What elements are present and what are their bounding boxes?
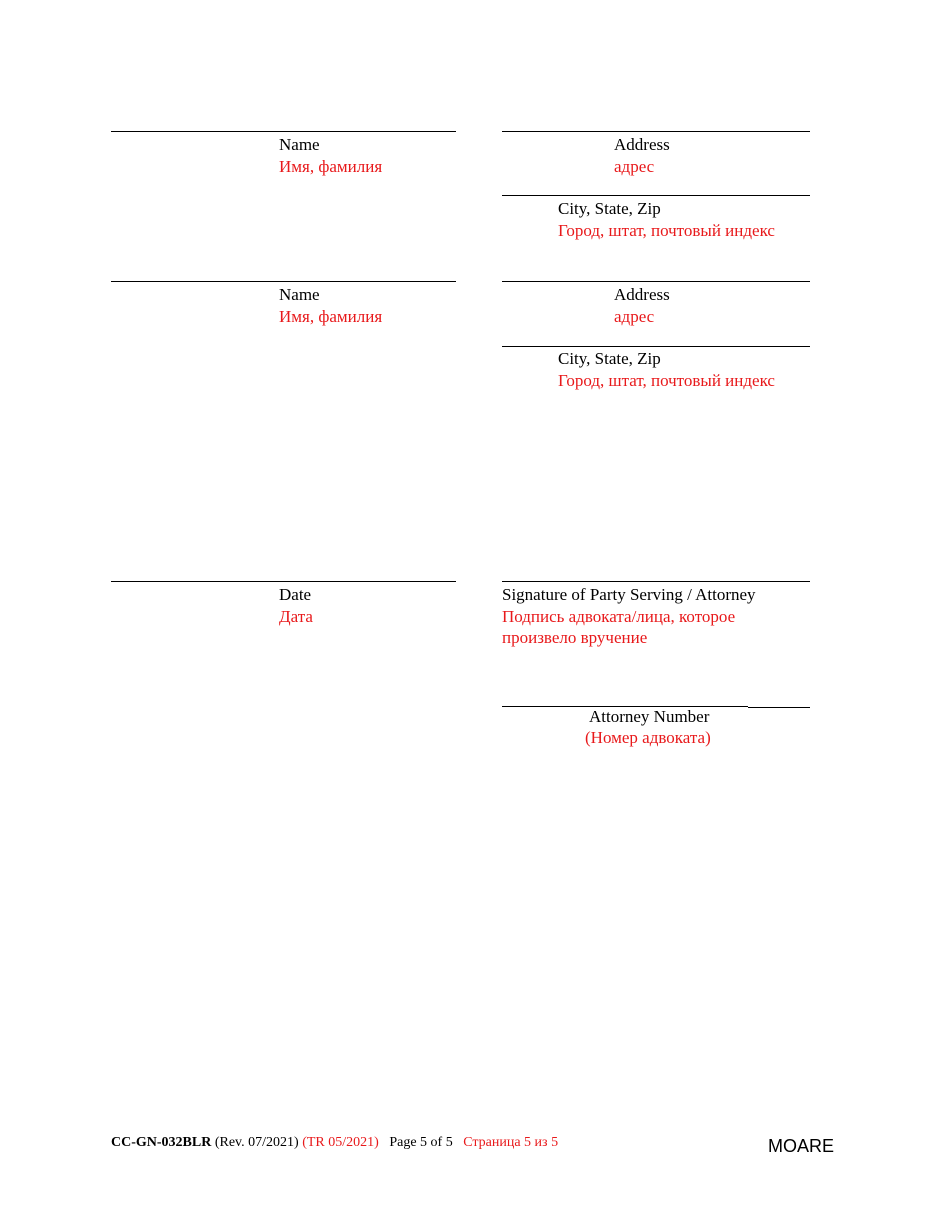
party1-city-line[interactable] [502, 195, 810, 196]
party1-name-label: Name [279, 135, 320, 154]
party1-name-label-ru: Имя, фамилия [279, 157, 383, 176]
signature-label: Signature of Party Serving / Attorney [502, 585, 756, 604]
party1-address-line[interactable] [502, 131, 810, 132]
date-label-ru: Дата [279, 607, 313, 626]
party2-address-line[interactable] [502, 281, 810, 282]
party2-name-label: Name [279, 285, 320, 304]
party1-address-label-ru: адрес [614, 157, 655, 176]
date-label: Date [279, 585, 312, 604]
party2-city-label: City, State, Zip [558, 349, 661, 368]
party1-address-label: Address [614, 135, 670, 154]
moare-mark: MOARE [768, 1136, 835, 1156]
party2-address-label-ru: адрес [614, 307, 655, 326]
party1-city-label-ru: Город, штат, почтовый индекс [558, 221, 775, 240]
page-footer [111, 1134, 558, 1152]
party1-name-line[interactable] [111, 131, 456, 132]
form-revision: (Rev. 07/2021) [214, 1135, 299, 1150]
page-number-ru: Страница 5 из 5 [463, 1135, 559, 1150]
attorney-number-label: Attorney Number [589, 707, 710, 726]
party1-city-label: City, State, Zip [558, 199, 661, 218]
party2-city-line[interactable] [502, 346, 810, 347]
party2-name-line[interactable] [111, 281, 456, 282]
attorney-number-line-extension [748, 707, 810, 708]
signature-line[interactable] [502, 581, 810, 582]
party2-name-label-ru: Имя, фамилия [279, 307, 383, 326]
page-number: Page 5 of 5 [389, 1135, 453, 1150]
translation-revision: (TR 05/2021) [302, 1135, 379, 1150]
date-line[interactable] [111, 581, 456, 582]
party2-address-label: Address [614, 285, 670, 304]
party2-city-label-ru: Город, штат, почтовый индекс [558, 371, 775, 390]
form-code: CC-GN-032BLR [111, 1135, 212, 1150]
attorney-number-label-ru: (Номер адвоката) [585, 728, 711, 747]
signature-label-ru: Подпись адвоката/лица, которое произвело вручение [502, 607, 736, 647]
